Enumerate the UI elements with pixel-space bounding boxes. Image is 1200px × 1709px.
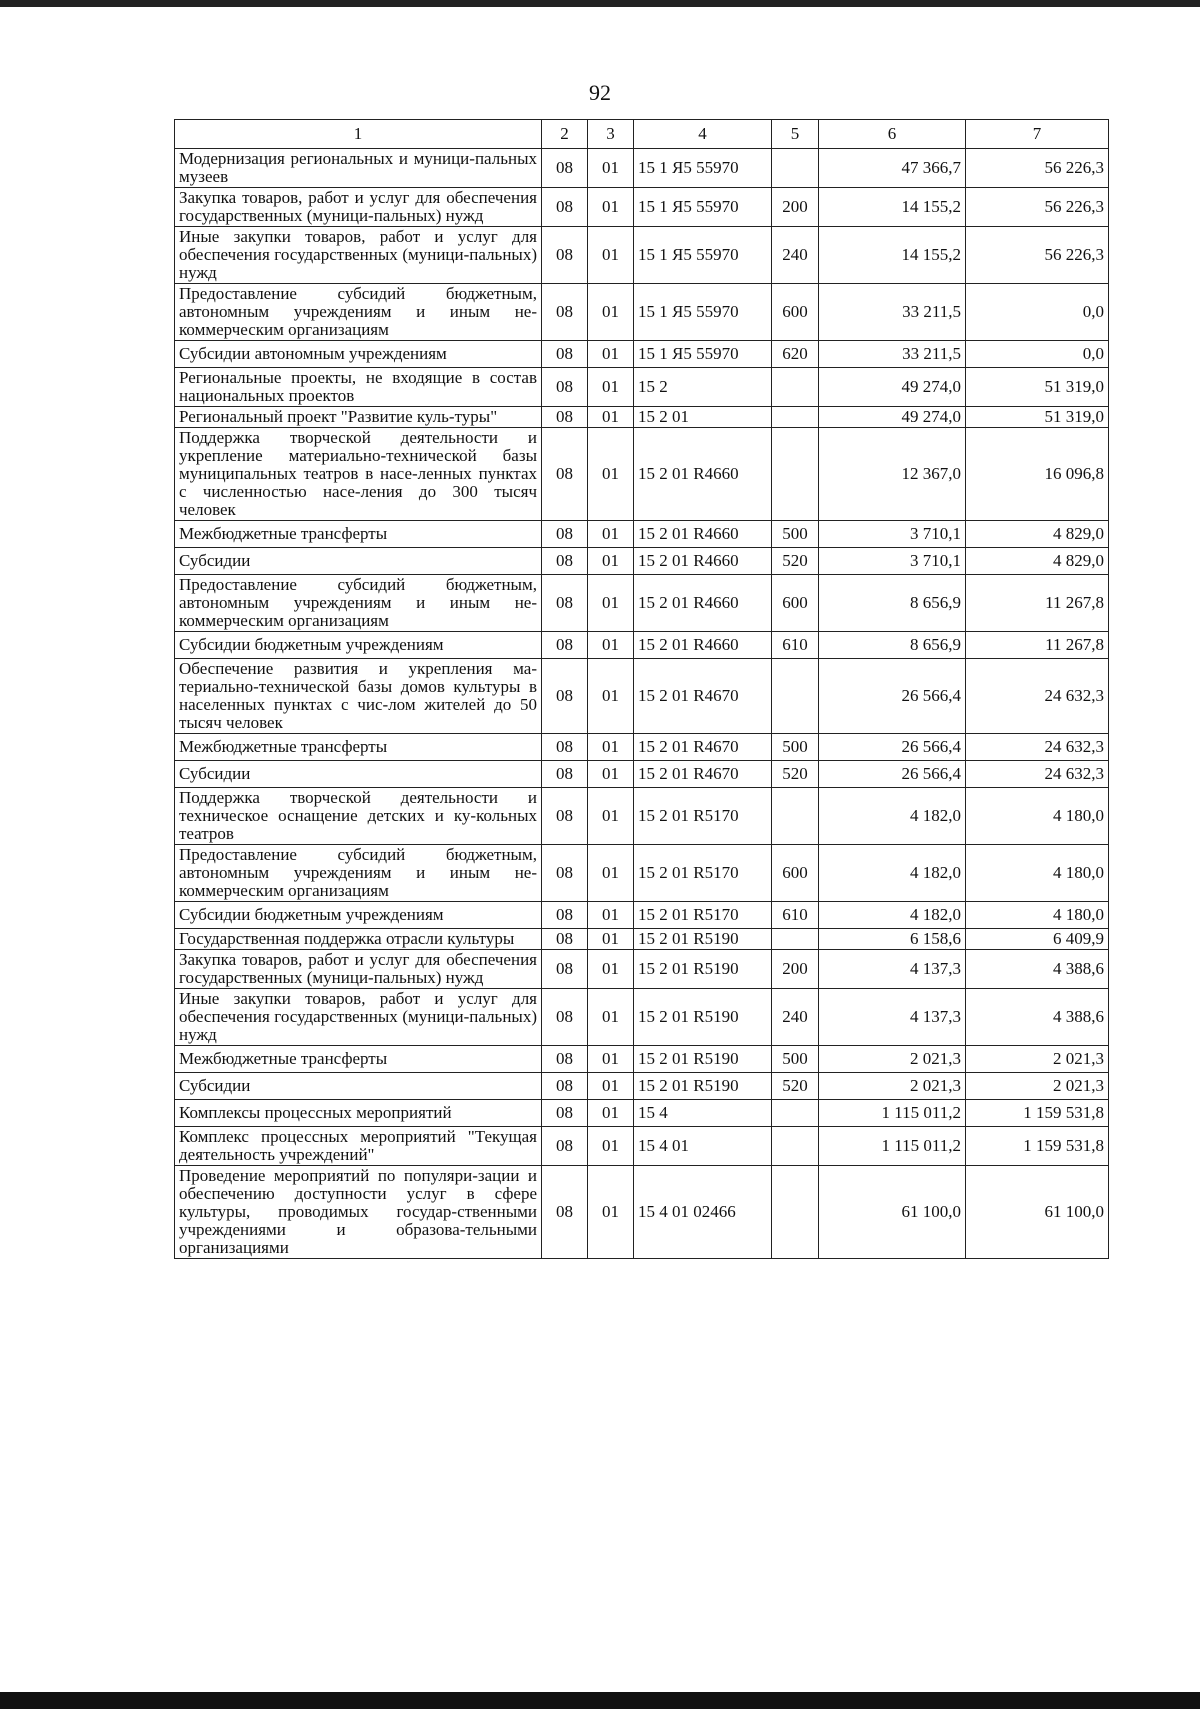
target-article-cell: 15 4 01 — [634, 1127, 772, 1166]
amount-year1-cell: 2 021,3 — [819, 1046, 966, 1073]
table-row — [175, 845, 1109, 902]
amount-year1-cell: 4 137,3 — [819, 950, 966, 989]
expense-type-cell — [772, 149, 819, 188]
table-row — [175, 284, 1109, 341]
amount-year1-cell: 26 566,4 — [819, 659, 966, 734]
expense-type-cell: 610 — [772, 632, 819, 659]
expense-type-cell — [772, 407, 819, 428]
amount-year1-cell: 12 367,0 — [819, 428, 966, 521]
target-article-cell: 15 4 01 02466 — [634, 1166, 772, 1259]
amount-year2-cell: 56 226,3 — [966, 188, 1109, 227]
amount-year2-cell: 4 829,0 — [966, 521, 1109, 548]
section-code-cell: 08 — [542, 521, 588, 548]
amount-year2-cell: 2 021,3 — [966, 1046, 1109, 1073]
amount-year1-cell: 8 656,9 — [819, 575, 966, 632]
amount-year2-cell: 1 159 531,8 — [966, 1127, 1109, 1166]
expense-type-cell — [772, 428, 819, 521]
target-article-cell: 15 2 01 R5170 — [634, 902, 772, 929]
target-article-cell: 15 2 01 R5190 — [634, 1073, 772, 1100]
row-name-cell: Поддержка творческой деятельности и техническое оснащение детских и ку-кольных театров — [175, 788, 542, 845]
table-row — [175, 428, 1109, 521]
section-code-cell: 08 — [542, 188, 588, 227]
row-name-cell: Комплекс процессных мероприятий "Текущая деятельность учреждений" — [175, 1127, 542, 1166]
target-article-cell: 15 2 01 R5190 — [634, 1046, 772, 1073]
table-row — [175, 341, 1109, 368]
section-code-cell: 08 — [542, 1046, 588, 1073]
subsection-code-cell: 01 — [588, 1073, 634, 1100]
table-body — [175, 149, 1109, 1259]
column-header: 2 — [542, 120, 588, 149]
target-article-cell: 15 2 01 R4670 — [634, 761, 772, 788]
amount-year2-cell: 4 388,6 — [966, 950, 1109, 989]
table-row — [175, 188, 1109, 227]
expense-type-cell: 500 — [772, 1046, 819, 1073]
amount-year2-cell: 4 180,0 — [966, 845, 1109, 902]
target-article-cell: 15 2 01 R4660 — [634, 428, 772, 521]
table-row — [175, 761, 1109, 788]
section-code-cell: 08 — [542, 902, 588, 929]
target-article-cell: 15 2 01 R5170 — [634, 845, 772, 902]
subsection-code-cell: 01 — [588, 368, 634, 407]
expense-type-cell: 500 — [772, 521, 819, 548]
amount-year2-cell: 4 388,6 — [966, 989, 1109, 1046]
table-row — [175, 521, 1109, 548]
row-name-cell: Государственная поддержка отрасли культуры — [175, 929, 542, 950]
table-row — [175, 734, 1109, 761]
target-article-cell: 15 2 01 R5170 — [634, 788, 772, 845]
amount-year1-cell: 61 100,0 — [819, 1166, 966, 1259]
amount-year1-cell: 3 710,1 — [819, 548, 966, 575]
expense-type-cell: 240 — [772, 227, 819, 284]
amount-year2-cell: 0,0 — [966, 284, 1109, 341]
column-header: 5 — [772, 120, 819, 149]
expense-type-cell: 520 — [772, 761, 819, 788]
target-article-cell: 15 4 — [634, 1100, 772, 1127]
amount-year2-cell: 24 632,3 — [966, 734, 1109, 761]
subsection-code-cell: 01 — [588, 227, 634, 284]
row-name-cell: Субсидии бюджетным учреждениям — [175, 632, 542, 659]
target-article-cell: 15 1 Я5 55970 — [634, 227, 772, 284]
expense-type-cell — [772, 1100, 819, 1127]
amount-year1-cell: 47 366,7 — [819, 149, 966, 188]
row-name-cell: Межбюджетные трансферты — [175, 734, 542, 761]
amount-year1-cell: 3 710,1 — [819, 521, 966, 548]
subsection-code-cell: 01 — [588, 149, 634, 188]
target-article-cell: 15 2 01 — [634, 407, 772, 428]
row-name-cell: Иные закупки товаров, работ и услуг для обеспечения государственных (муници-пальных) нужд — [175, 989, 542, 1046]
subsection-code-cell: 01 — [588, 1166, 634, 1259]
subsection-code-cell: 01 — [588, 929, 634, 950]
table-row — [175, 989, 1109, 1046]
amount-year2-cell: 4 180,0 — [966, 902, 1109, 929]
section-code-cell: 08 — [542, 341, 588, 368]
section-code-cell: 08 — [542, 659, 588, 734]
table-row — [175, 788, 1109, 845]
section-code-cell: 08 — [542, 761, 588, 788]
expense-type-cell: 500 — [772, 734, 819, 761]
table-row — [175, 902, 1109, 929]
row-name-cell: Закупка товаров, работ и услуг для обеспечения государственных (муници-пальных) нужд — [175, 188, 542, 227]
section-code-cell: 08 — [542, 284, 588, 341]
amount-year2-cell: 4 829,0 — [966, 548, 1109, 575]
amount-year1-cell: 26 566,4 — [819, 761, 966, 788]
row-name-cell: Комплексы процессных мероприятий — [175, 1100, 542, 1127]
section-code-cell: 08 — [542, 734, 588, 761]
expense-type-cell — [772, 368, 819, 407]
section-code-cell: 08 — [542, 407, 588, 428]
section-code-cell: 08 — [542, 548, 588, 575]
subsection-code-cell: 01 — [588, 761, 634, 788]
subsection-code-cell: 01 — [588, 632, 634, 659]
section-code-cell: 08 — [542, 632, 588, 659]
target-article-cell: 15 2 01 R5190 — [634, 950, 772, 989]
subsection-code-cell: 01 — [588, 659, 634, 734]
section-code-cell: 08 — [542, 950, 588, 989]
target-article-cell: 15 2 01 R4670 — [634, 659, 772, 734]
amount-year2-cell: 24 632,3 — [966, 659, 1109, 734]
section-code-cell: 08 — [542, 1166, 588, 1259]
subsection-code-cell: 01 — [588, 902, 634, 929]
expense-type-cell: 520 — [772, 548, 819, 575]
row-name-cell: Иные закупки товаров, работ и услуг для обеспечения государственных (муници-пальных) нужд — [175, 227, 542, 284]
section-code-cell: 08 — [542, 428, 588, 521]
amount-year2-cell: 56 226,3 — [966, 149, 1109, 188]
row-name-cell: Предоставление субсидий бюджетным, автономным учреждениям и иным не-коммерческим организациям — [175, 845, 542, 902]
expense-type-cell — [772, 1127, 819, 1166]
subsection-code-cell: 01 — [588, 1127, 634, 1166]
section-code-cell: 08 — [542, 575, 588, 632]
subsection-code-cell: 01 — [588, 548, 634, 575]
row-name-cell: Обеспечение развития и укрепления ма-териально-технической базы домов культуры в населенных пунктах с чис-лом жителей до 50 тысяч человек — [175, 659, 542, 734]
section-code-cell: 08 — [542, 1127, 588, 1166]
column-header: 3 — [588, 120, 634, 149]
row-name-cell: Межбюджетные трансферты — [175, 1046, 542, 1073]
amount-year2-cell: 16 096,8 — [966, 428, 1109, 521]
expense-type-cell — [772, 929, 819, 950]
target-article-cell: 15 2 01 R5190 — [634, 989, 772, 1046]
target-article-cell: 15 2 01 R5190 — [634, 929, 772, 950]
subsection-code-cell: 01 — [588, 845, 634, 902]
row-name-cell: Проведение мероприятий по популяри-зации и обеспечению доступности услуг в сфере культуры, проводимых государ-ственными учреждениями и образова-тельными организациями — [175, 1166, 542, 1259]
amount-year2-cell: 1 159 531,8 — [966, 1100, 1109, 1127]
section-code-cell: 08 — [542, 989, 588, 1046]
amount-year2-cell: 11 267,8 — [966, 575, 1109, 632]
section-code-cell: 08 — [542, 1100, 588, 1127]
table-row — [175, 1046, 1109, 1073]
expense-type-cell: 200 — [772, 188, 819, 227]
section-code-cell: 08 — [542, 788, 588, 845]
target-article-cell: 15 2 01 R4660 — [634, 548, 772, 575]
row-name-cell: Предоставление субсидий бюджетным, автономным учреждениям и иным не-коммерческим организациям — [175, 284, 542, 341]
amount-year1-cell: 4 182,0 — [819, 902, 966, 929]
budget-table — [174, 119, 1109, 1259]
section-code-cell: 08 — [542, 149, 588, 188]
target-article-cell: 15 2 01 R4670 — [634, 734, 772, 761]
target-article-cell: 15 1 Я5 55970 — [634, 341, 772, 368]
row-name-cell: Модернизация региональных и муници-пальных музеев — [175, 149, 542, 188]
expense-type-cell: 200 — [772, 950, 819, 989]
row-name-cell: Региональный проект "Развитие куль-туры" — [175, 407, 542, 428]
subsection-code-cell: 01 — [588, 284, 634, 341]
subsection-code-cell: 01 — [588, 521, 634, 548]
amount-year1-cell: 26 566,4 — [819, 734, 966, 761]
row-name-cell: Субсидии автономным учреждениям — [175, 341, 542, 368]
subsection-code-cell: 01 — [588, 950, 634, 989]
row-name-cell: Предоставление субсидий бюджетным, автономным учреждениям и иным не-коммерческим организациям — [175, 575, 542, 632]
subsection-code-cell: 01 — [588, 1100, 634, 1127]
expense-type-cell — [772, 1166, 819, 1259]
row-name-cell: Субсидии — [175, 1073, 542, 1100]
table-row — [175, 950, 1109, 989]
amount-year2-cell: 4 180,0 — [966, 788, 1109, 845]
section-code-cell: 08 — [542, 845, 588, 902]
target-article-cell: 15 2 — [634, 368, 772, 407]
row-name-cell: Межбюджетные трансферты — [175, 521, 542, 548]
subsection-code-cell: 01 — [588, 407, 634, 428]
row-name-cell: Субсидии бюджетным учреждениям — [175, 902, 542, 929]
section-code-cell: 08 — [542, 929, 588, 950]
scan-top-border — [0, 0, 1200, 7]
subsection-code-cell: 01 — [588, 734, 634, 761]
page-number: 92 — [589, 80, 611, 105]
amount-year1-cell: 8 656,9 — [819, 632, 966, 659]
column-header: 7 — [966, 120, 1109, 149]
row-name-cell: Закупка товаров, работ и услуг для обеспечения государственных (муници-пальных) нужд — [175, 950, 542, 989]
amount-year1-cell: 6 158,6 — [819, 929, 966, 950]
amount-year1-cell: 49 274,0 — [819, 407, 966, 428]
amount-year2-cell: 51 319,0 — [966, 368, 1109, 407]
subsection-code-cell: 01 — [588, 989, 634, 1046]
target-article-cell: 15 1 Я5 55970 — [634, 284, 772, 341]
amount-year2-cell: 0,0 — [966, 341, 1109, 368]
section-code-cell: 08 — [542, 227, 588, 284]
expense-type-cell — [772, 788, 819, 845]
expense-type-cell: 600 — [772, 575, 819, 632]
subsection-code-cell: 01 — [588, 341, 634, 368]
amount-year1-cell: 4 137,3 — [819, 989, 966, 1046]
table-row — [175, 1073, 1109, 1100]
amount-year1-cell: 49 274,0 — [819, 368, 966, 407]
table-row — [175, 149, 1109, 188]
table-row — [175, 929, 1109, 950]
amount-year1-cell: 1 115 011,2 — [819, 1127, 966, 1166]
target-article-cell: 15 1 Я5 55970 — [634, 188, 772, 227]
table-row — [175, 1166, 1109, 1259]
expense-type-cell: 600 — [772, 845, 819, 902]
amount-year2-cell: 61 100,0 — [966, 1166, 1109, 1259]
column-header: 4 — [634, 120, 772, 149]
amount-year1-cell: 1 115 011,2 — [819, 1100, 966, 1127]
row-name-cell: Субсидии — [175, 761, 542, 788]
amount-year1-cell: 2 021,3 — [819, 1073, 966, 1100]
expense-type-cell: 620 — [772, 341, 819, 368]
expense-type-cell: 610 — [772, 902, 819, 929]
target-article-cell: 15 2 01 R4660 — [634, 632, 772, 659]
table-row — [175, 407, 1109, 428]
table-row — [175, 368, 1109, 407]
amount-year2-cell: 2 021,3 — [966, 1073, 1109, 1100]
target-article-cell: 15 1 Я5 55970 — [634, 149, 772, 188]
section-code-cell: 08 — [542, 368, 588, 407]
amount-year1-cell: 14 155,2 — [819, 227, 966, 284]
expense-type-cell: 520 — [772, 1073, 819, 1100]
table-row — [175, 1100, 1109, 1127]
target-article-cell: 15 2 01 R4660 — [634, 521, 772, 548]
table-row — [175, 632, 1109, 659]
amount-year2-cell: 51 319,0 — [966, 407, 1109, 428]
amount-year2-cell: 24 632,3 — [966, 761, 1109, 788]
column-header: 1 — [175, 120, 542, 149]
amount-year1-cell: 33 211,5 — [819, 284, 966, 341]
amount-year1-cell: 14 155,2 — [819, 188, 966, 227]
row-name-cell: Субсидии — [175, 548, 542, 575]
table-row — [175, 1127, 1109, 1166]
table-row — [175, 575, 1109, 632]
expense-type-cell — [772, 659, 819, 734]
expense-type-cell: 600 — [772, 284, 819, 341]
amount-year2-cell: 56 226,3 — [966, 227, 1109, 284]
row-name-cell: Поддержка творческой деятельности и укрепление материально-технической базы муниципальных театров в насе-ленных пунктах с численностью насе-ления до 300 тысяч человек — [175, 428, 542, 521]
amount-year2-cell: 6 409,9 — [966, 929, 1109, 950]
amount-year1-cell: 4 182,0 — [819, 845, 966, 902]
row-name-cell: Региональные проекты, не входящие в состав национальных проектов — [175, 368, 542, 407]
table-row — [175, 548, 1109, 575]
amount-year1-cell: 4 182,0 — [819, 788, 966, 845]
subsection-code-cell: 01 — [588, 188, 634, 227]
table-row — [175, 659, 1109, 734]
scan-bottom-border — [0, 1692, 1200, 1709]
table-header-row — [175, 120, 1109, 149]
subsection-code-cell: 01 — [588, 575, 634, 632]
amount-year1-cell: 33 211,5 — [819, 341, 966, 368]
subsection-code-cell: 01 — [588, 788, 634, 845]
subsection-code-cell: 01 — [588, 1046, 634, 1073]
amount-year2-cell: 11 267,8 — [966, 632, 1109, 659]
target-article-cell: 15 2 01 R4660 — [634, 575, 772, 632]
table-row — [175, 227, 1109, 284]
column-header: 6 — [819, 120, 966, 149]
expense-type-cell: 240 — [772, 989, 819, 1046]
subsection-code-cell: 01 — [588, 428, 634, 521]
section-code-cell: 08 — [542, 1073, 588, 1100]
